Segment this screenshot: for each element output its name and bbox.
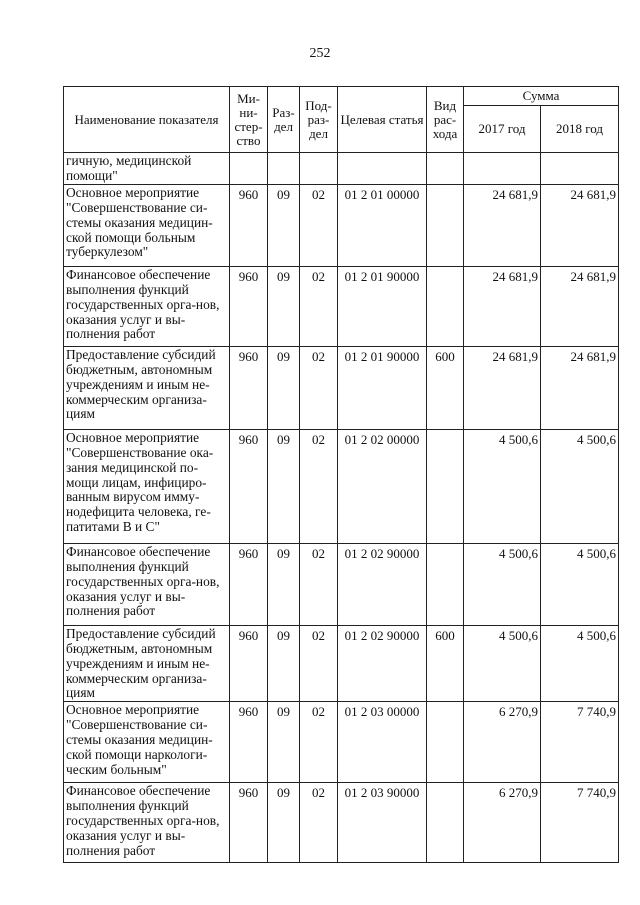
- row-target: 01 2 03 00000: [338, 702, 427, 783]
- row-subsection: 02: [300, 184, 338, 266]
- row-name: Финансовое обеспечение выполнения функций государственных орга-нов, оказания услуг и вы-полнения работ: [64, 783, 230, 863]
- header-subsection: Под-раз-дел: [300, 87, 338, 153]
- table-row: [64, 346, 619, 429]
- table-row: [64, 184, 619, 266]
- row-target: 01 2 01 00000: [338, 184, 427, 266]
- row-name: Предоставление субсидий бюджетным, автономным учреждениям и иным не-коммерческим организа-циям: [64, 625, 230, 702]
- row-name: Финансовое обеспечение выполнения функций государственных орга-нов, оказания услуг и вы-полнения работ: [64, 543, 230, 625]
- row-subsection: 02: [300, 625, 338, 702]
- row-subsection: 02: [300, 543, 338, 625]
- budget-table: [63, 86, 619, 863]
- header-year-2017: 2017 год: [464, 106, 541, 153]
- header-target: Целевая статья: [338, 87, 427, 153]
- row-section: 09: [268, 783, 300, 863]
- row-expense-type: 600: [427, 625, 464, 702]
- row-expense-type: [427, 184, 464, 266]
- row-sum-2017: 4 500,6: [464, 543, 541, 625]
- row-expense-type: [427, 429, 464, 543]
- header-name: Наименование показателя: [64, 87, 230, 153]
- table-row: [64, 702, 619, 783]
- row-name: Основное мероприятие "Совершенствование си-стемы оказания медицин-ской помощи больным туберкулезом": [64, 184, 230, 266]
- row-target: 01 2 01 90000: [338, 346, 427, 429]
- table-row: [64, 266, 619, 346]
- row-sum-2018: 7 740,9: [541, 783, 619, 863]
- row-sum-2018: 4 500,6: [541, 543, 619, 625]
- row-ministry: 960: [230, 184, 268, 266]
- row-sum-2017: 24 681,9: [464, 266, 541, 346]
- row-sum-2018: 4 500,6: [541, 429, 619, 543]
- row-name: Финансовое обеспечение выполнения функций государственных орга-нов, оказания услуг и вы-полнения работ: [64, 266, 230, 346]
- row-target: 01 2 02 90000: [338, 625, 427, 702]
- row-subsection: 02: [300, 429, 338, 543]
- row-section: 09: [268, 346, 300, 429]
- row-name: Основное мероприятие "Совершенствование ока-зания медицинской по-мощи лицам, инфициро-ванным вирусом имму-нодефицита человека, ге-патитами В и С": [64, 429, 230, 543]
- row-sum-2017: 6 270,9: [464, 702, 541, 783]
- table-row: [64, 543, 619, 625]
- table-row: [64, 429, 619, 543]
- row-sum-2017: 24 681,9: [464, 184, 541, 266]
- row-target: 01 2 02 00000: [338, 429, 427, 543]
- row-sum-2018: 24 681,9: [541, 266, 619, 346]
- row-ministry: 960: [230, 346, 268, 429]
- row-sum-2018: 4 500,6: [541, 625, 619, 702]
- row-sum-2017: 24 681,9: [464, 346, 541, 429]
- row-sum-2017: 4 500,6: [464, 625, 541, 702]
- table-row: [64, 783, 619, 863]
- row-ministry: 960: [230, 266, 268, 346]
- row-sum-2017: 6 270,9: [464, 783, 541, 863]
- row-section: 09: [268, 184, 300, 266]
- row-subsection: 02: [300, 266, 338, 346]
- row-sum-2018: 7 740,9: [541, 702, 619, 783]
- row-ministry: 960: [230, 783, 268, 863]
- row-name: Основное мероприятие "Совершенствование си-стемы оказания медицин-ской помощи наркологи-ческим больным": [64, 702, 230, 783]
- continuation-row: [64, 153, 619, 185]
- row-expense-type: [427, 266, 464, 346]
- row-sum-2017: 4 500,6: [464, 429, 541, 543]
- row-expense-type: [427, 783, 464, 863]
- header-section: Раз-дел: [268, 87, 300, 153]
- row-target: 01 2 01 90000: [338, 266, 427, 346]
- row-section: 09: [268, 625, 300, 702]
- row-section: 09: [268, 266, 300, 346]
- row-section: 09: [268, 543, 300, 625]
- row-expense-type: [427, 543, 464, 625]
- row-sum-2018: 24 681,9: [541, 184, 619, 266]
- row-section: 09: [268, 702, 300, 783]
- table-row: [64, 625, 619, 702]
- row-subsection: 02: [300, 346, 338, 429]
- row-ministry: 960: [230, 702, 268, 783]
- row-ministry: 960: [230, 543, 268, 625]
- row-name: Предоставление субсидий бюджетным, автономным учреждениям и иным не-коммерческим организа-циям: [64, 346, 230, 429]
- header-expense-type: Вид рас-хода: [427, 87, 464, 153]
- row-subsection: 02: [300, 702, 338, 783]
- header-sum: Сумма: [464, 87, 619, 106]
- row-section: 09: [268, 429, 300, 543]
- row-ministry: 960: [230, 625, 268, 702]
- row-expense-type: [427, 702, 464, 783]
- header-ministry: Ми-ни-стер-ство: [230, 87, 268, 153]
- row-target: 01 2 03 90000: [338, 783, 427, 863]
- header-year-2018: 2018 год: [541, 106, 619, 153]
- row-sum-2018: 24 681,9: [541, 346, 619, 429]
- row-expense-type: 600: [427, 346, 464, 429]
- continuation-text: гичную, медицинской помощи": [64, 153, 230, 185]
- page-number: 252: [309, 46, 331, 61]
- row-ministry: 960: [230, 429, 268, 543]
- row-target: 01 2 02 90000: [338, 543, 427, 625]
- row-subsection: 02: [300, 783, 338, 863]
